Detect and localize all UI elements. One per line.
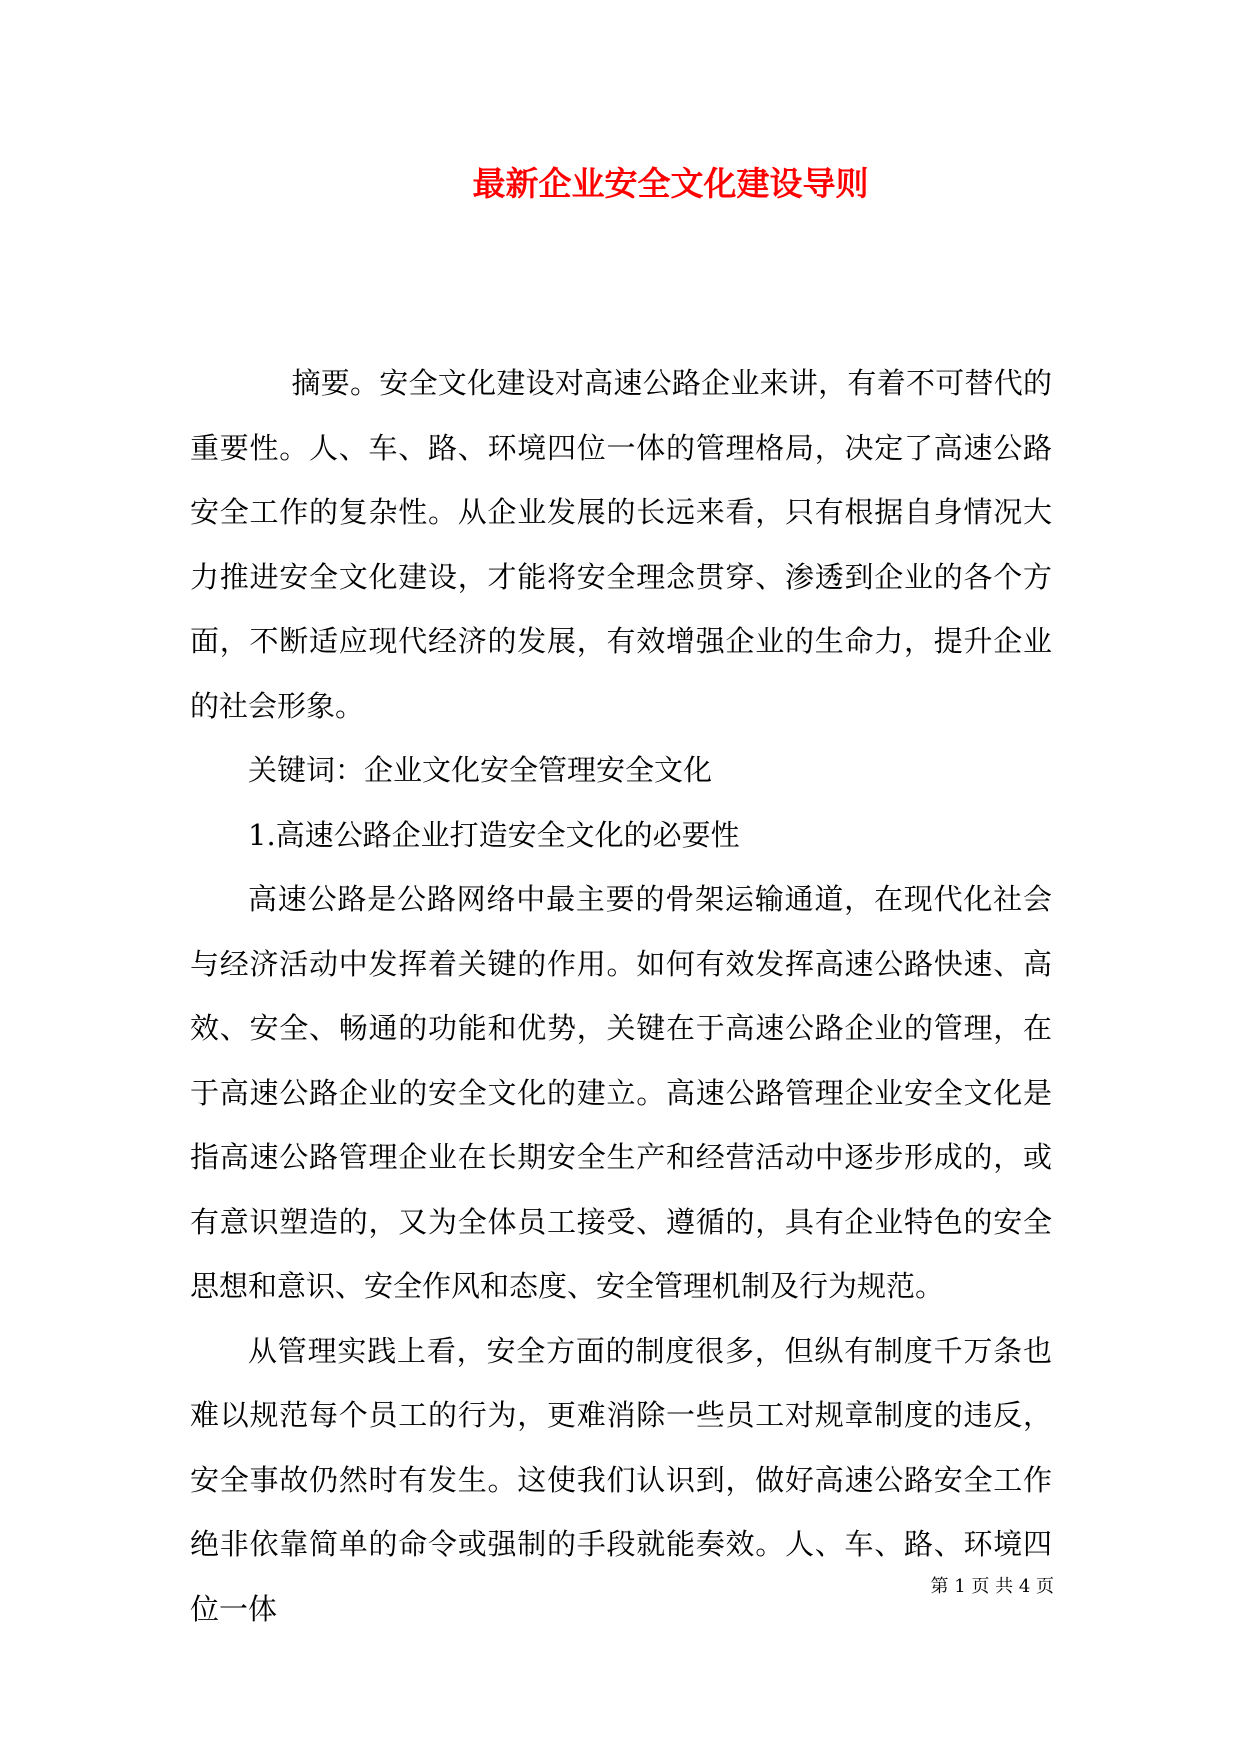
body-paragraph: 从管理实践上看，安全方面的制度很多，但纵有制度千万条也难以规范每个员工的行为，更难消除一些员工对规章制度的违反，安全事故仍然时有发生。这使我们认识到，做好高速公路安全工作绝非依靠简单的命令或强制的手段就能奏效。人、车、路、环境四位一体 xyxy=(190,1333,1052,1626)
keywords-paragraph: 关键词：企业文化安全管理安全文化 xyxy=(248,753,713,787)
page-number-footer: 第 1 页 共 4 页 xyxy=(930,1576,1054,1597)
section-heading: 1.高速公路企业打造安全文化的必要性 xyxy=(248,817,740,852)
body-paragraph: 高速公路是公路网络中最主要的骨架运输通道，在现代化社会与经济活动中发挥着关键的作用。如何有效发挥高速公路快速、高效、安全、畅通的功能和优势，关键在于高速公路企业的管理，在于高速公路企业的安全文化的建立。高速公路管理企业安全文化是指高速公路管理企业在长期安全生产和经营活动中逐步形成的，或有意识塑造的，又为全体员工接受、遵循的，具有企业特色的安全思想和意识、安全作风和态度、安全管理机制及行为规范。 xyxy=(190,882,1052,1303)
abstract-paragraph: 摘要。安全文化建设对高速公路企业来讲，有着不可替代的重要性。人、车、路、环境四位一体的管理格局，决定了高速公路安全工作的复杂性。从企业发展的长远来看，只有根据自身情况大力推进安全文化建设，才能将安全理念贯穿、渗透到企业的各个方面，不断适应现代经济的发展，有效增强企业的生命力，提升企业的社会形象。 xyxy=(190,366,1052,723)
document-title: 最新企业安全文化建设导则 xyxy=(472,164,869,203)
document-body xyxy=(190,351,1052,1641)
